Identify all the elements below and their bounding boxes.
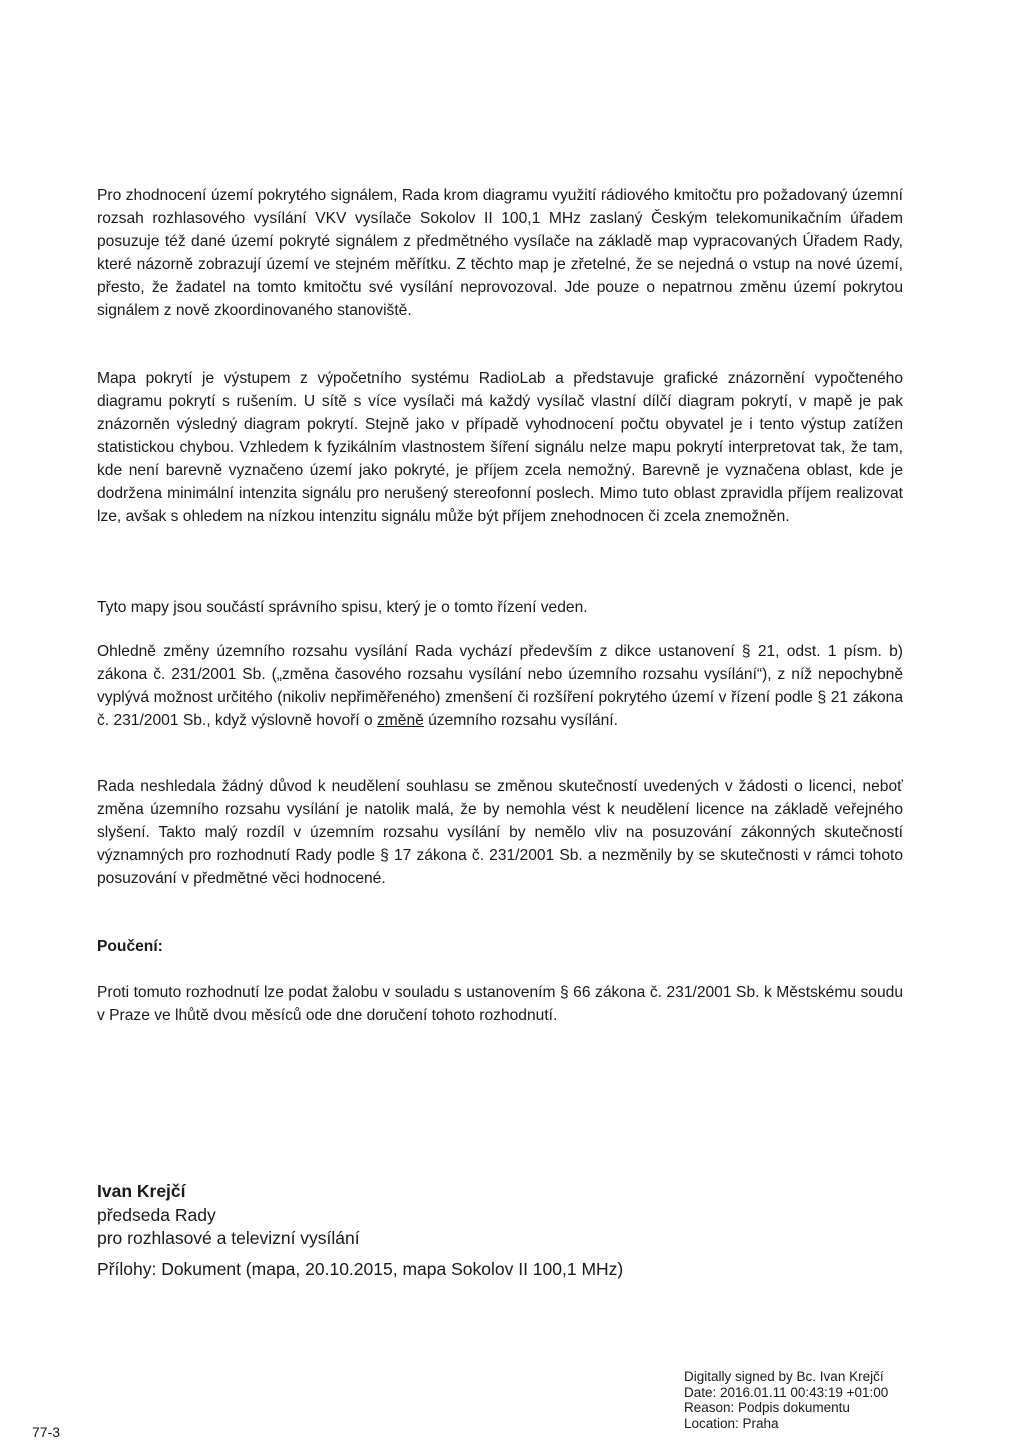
digital-signature-reason: Reason: Podpis dokumentu	[684, 1400, 850, 1415]
digital-signature-location: Location: Praha	[684, 1415, 779, 1431]
signature-block	[97, 1180, 623, 1281]
underlined-word-zmene: změně	[376, 712, 424, 729]
signatory-role: předseda Rady	[97, 1204, 216, 1225]
digital-signature-date: Date: 2016.01.11 00:43:19 +01:00	[684, 1384, 889, 1400]
paragraph-coverage-assessment: Pro zhodnocení území pokrytého signálem, Rada krom diagramu využití rádiového kmitočtu pro požadovaný územní rozsah rozhlasového vysílání VKV vysílače Sokolov II 100,1 MHz zaslaný Českým telekomunikačním úřadem posuzuje též dané území pokryté signálem z předmětného vysílače na základě map vypracovaných Úřadem Rady, které názorně zobrazují území ve stejném měřítku. Z těchto map je zřetelné, že se nejedná o vstup na nové území, přesto, že žadatel na tomto kmitočtu své vysílání neprovozoval. Jde pouze o nepatrnou změnu území pokrytou signálem z nově zkoordinovaného stanoviště.	[97, 187, 903, 319]
paragraph-maps-in-file: Tyto mapy jsou součástí správního spisu, který je o tomto řízení veden.	[97, 599, 588, 616]
attachments-line: Přílohy: Dokument (mapa, 20.10.2015, mapa Sokolov II 100,1 MHz)	[97, 1258, 624, 1279]
paragraph-appeal-instruction: Proti tomuto rozhodnutí lze podat žalobu v souladu s ustanovením § 66 zákona č. 231/2001 Sb. k Městskému soudu v Praze ve lhůtě dvou měsíců ode dne doručení tohoto rozhodnutí.	[97, 984, 903, 1024]
paragraph-coverage-map: Mapa pokrytí je výstupem z výpočetního systému RadioLab a představuje grafické znázornění vypočteného diagramu pokrytí s rušením. U sítě s více vysílači má každý vysílač vlastní dílčí diagram pokrytí, v mapě je pak znázorněn výsledný diagram pokrytí. Stejně jako v případě vyhodnocení počtu obyvatel je i tento výstup zatížen statistickou chybou. Vzhledem k fyzikálním vlastnostem šíření signálu nelze mapu pokrytí interpretovat tak, že tam, kde není barevně vyznačeno území jako pokryté, je příjem zcela nemožný. Barevně je vyznačena oblast, kde je dodržena minimální intenzita signálu pro nerušený stereofonní poslech. Mimo tuto oblast zpravidla příjem realizovat lze, avšak s ohledem na nízkou intenzitu signálu může být příjem znehodnocen či zcela znemožněn.	[97, 370, 903, 525]
digital-signature-signer: Digitally signed by Bc. Ivan Krejčí	[684, 1369, 884, 1384]
page-number: 77-3	[32, 1424, 61, 1440]
paragraph-territorial-change-start: Ohledně změny územního rozsahu vysílání Rada vychází především z dikce ustanovení § 21, odst. 1 písm. b) zákona č. 231/2001 Sb. („změna časového rozsahu vysílání nebo územního rozsahu vysílání“), z níž nepochybně vyplývá možnost určitého (nikoliv nepřiměřeného) zmenšení či rozšíření pokrytého území v řízení podle § 21 zákona č. 231/2001 Sb., když výslovně hovoří o	[97, 643, 903, 729]
paragraph-territorial-change-end: územního rozsahu vysílání.	[423, 712, 618, 729]
paragraph-territorial-change	[97, 640, 903, 732]
instruction-heading: Poučení:	[97, 938, 163, 955]
digital-signature-stamp	[684, 1369, 888, 1431]
signatory-name: Ivan Krejčí	[97, 1181, 186, 1201]
paragraph-no-reason: Rada neshledala žádný důvod k neudělení souhlasu se změnou skutečností uvedených v žádosti o licenci, neboť změna územního rozsahu vysílání je natolik malá, že by nemohla vést k neudělení licence na základě veřejného slyšení. Takto malý rozdíl v územním rozsahu vysílání by nemělo vliv na posuzování zákonných skutečností významných pro rozhodnutí Rady podle § 17 zákona č. 231/2001 Sb. a nezměnily by se skutečnosti v rámci tohoto posuzování v předmětné věci hodnocené.	[97, 778, 903, 887]
signatory-organization: pro rozhlasové a televizní vysílání	[97, 1228, 360, 1248]
